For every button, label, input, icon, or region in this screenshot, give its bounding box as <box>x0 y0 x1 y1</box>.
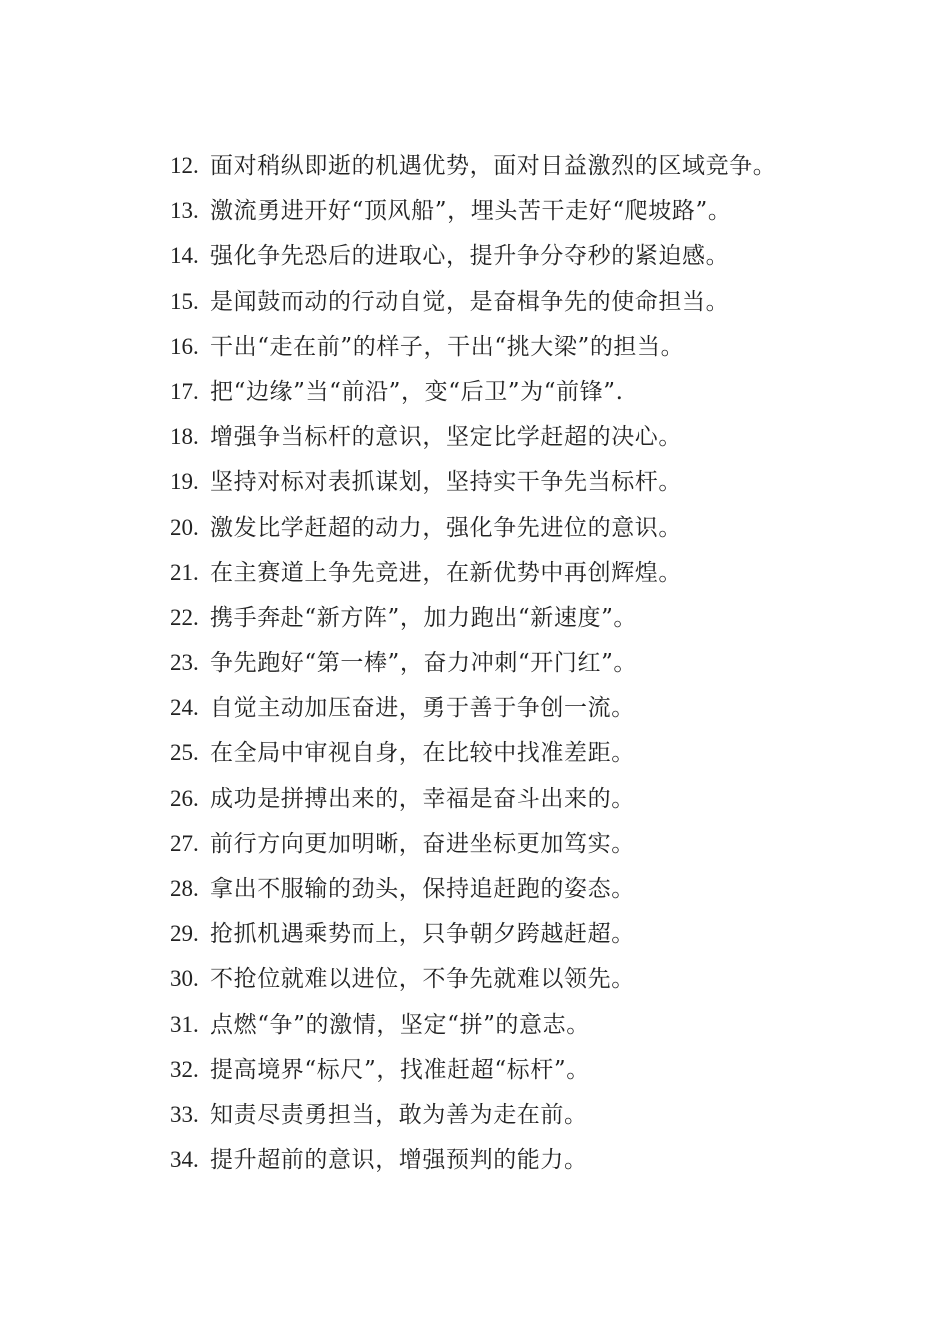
item-text: 在全局中审视自身，在比较中找准差距。 <box>210 740 635 767</box>
item-number: 19. <box>170 469 199 495</box>
item-text: 提升超前的意识，增强预判的能力。 <box>210 1147 588 1174</box>
list-item <box>170 143 776 188</box>
item-text: 强化争先恐后的进取心，提升争分夺秒的紧迫感。 <box>210 243 730 270</box>
list-item <box>170 459 776 504</box>
item-number: 33. <box>170 1101 199 1127</box>
item-number: 29. <box>170 921 199 947</box>
item-number: 21. <box>170 559 199 585</box>
list-item <box>170 1092 776 1137</box>
list-item <box>170 730 776 775</box>
item-number: 14. <box>170 243 199 269</box>
item-text: 抢抓机遇乘势而上，只争朝夕跨越赶超。 <box>210 921 635 948</box>
list-item <box>170 956 776 1001</box>
item-text: 争先跑好“第一棒”，奋力冲刺“开门红”。 <box>210 650 638 677</box>
item-text: 面对稍纵即逝的机遇优势，面对日益激烈的区域竞争。 <box>210 153 777 179</box>
item-number: 13. <box>170 198 199 224</box>
list-item <box>170 866 776 911</box>
item-number: 31. <box>170 1011 199 1037</box>
item-text: 自觉主动加压奋进，勇于善于争创一流。 <box>210 695 635 722</box>
item-number: 34. <box>170 1147 199 1173</box>
list-item <box>170 776 776 821</box>
item-number: 27. <box>170 830 199 856</box>
list-item <box>170 821 776 866</box>
list-item <box>170 1047 776 1092</box>
item-text: 成功是拼搏出来的，幸福是奋斗出来的。 <box>210 785 635 812</box>
item-number: 26. <box>170 785 199 811</box>
item-text: 前行方向更加明晰，奋进坐标更加笃实。 <box>210 830 635 857</box>
list-item <box>170 369 776 414</box>
item-text: 把“边缘”当“前沿”，变“后卫”为“前锋”. <box>210 378 624 405</box>
list-item <box>170 1137 776 1182</box>
list-item <box>170 279 776 324</box>
item-number: 22. <box>170 604 199 630</box>
item-text: 携手奔赴“新方阵”，加力跑出“新速度”。 <box>210 604 638 631</box>
list-item <box>170 640 776 685</box>
item-number: 12. <box>170 153 199 178</box>
item-text: 拿出不服输的劲头，保持追赶跑的姿态。 <box>210 876 635 902</box>
item-number: 16. <box>170 333 199 359</box>
item-text: 知责尽责勇担当，敢为善为走在前。 <box>210 1101 588 1128</box>
item-text: 激流勇进开好“顶风船”，埋头苦干走好“爬坡路”。 <box>210 198 732 225</box>
list-item <box>170 1002 776 1047</box>
item-text: 提高境界“标尺”，找准赶超“标杆”。 <box>210 1056 590 1083</box>
item-text: 在主赛道上争先竞进，在新优势中再创辉煌。 <box>210 559 682 586</box>
item-number: 18. <box>170 424 199 450</box>
item-number: 32. <box>170 1056 199 1082</box>
item-text: 是闻鼓而动的行动自觉，是奋楫争先的使命担当。 <box>210 288 730 315</box>
item-text: 点燃“争”的激情，坚定“拼”的意志。 <box>210 1011 590 1038</box>
list-item <box>170 550 776 595</box>
list-item <box>170 233 776 278</box>
item-number: 25. <box>170 740 199 766</box>
item-number: 20. <box>170 514 199 540</box>
item-number: 23. <box>170 650 199 676</box>
phrase-list <box>170 143 776 1182</box>
item-number: 17. <box>170 378 199 404</box>
item-number: 30. <box>170 966 199 992</box>
list-item <box>170 685 776 730</box>
list-item <box>170 188 776 233</box>
item-number: 28. <box>170 876 199 901</box>
list-item <box>170 911 776 956</box>
item-number: 15. <box>170 288 199 314</box>
item-number: 24. <box>170 695 199 721</box>
item-text: 坚持对标对表抓谋划，坚持实干争先当标杆。 <box>210 469 682 496</box>
item-text: 不抢位就难以进位，不争先就难以领先。 <box>210 966 635 993</box>
list-item <box>170 324 776 369</box>
list-item <box>170 414 776 459</box>
item-text: 干出“走在前”的样子，干出“挑大梁”的担当。 <box>210 333 685 360</box>
list-item <box>170 505 776 550</box>
item-text: 激发比学赶超的动力，强化争先进位的意识。 <box>210 514 682 541</box>
item-text: 增强争当标杆的意识，坚定比学赶超的决心。 <box>210 424 682 451</box>
list-item <box>170 595 776 640</box>
